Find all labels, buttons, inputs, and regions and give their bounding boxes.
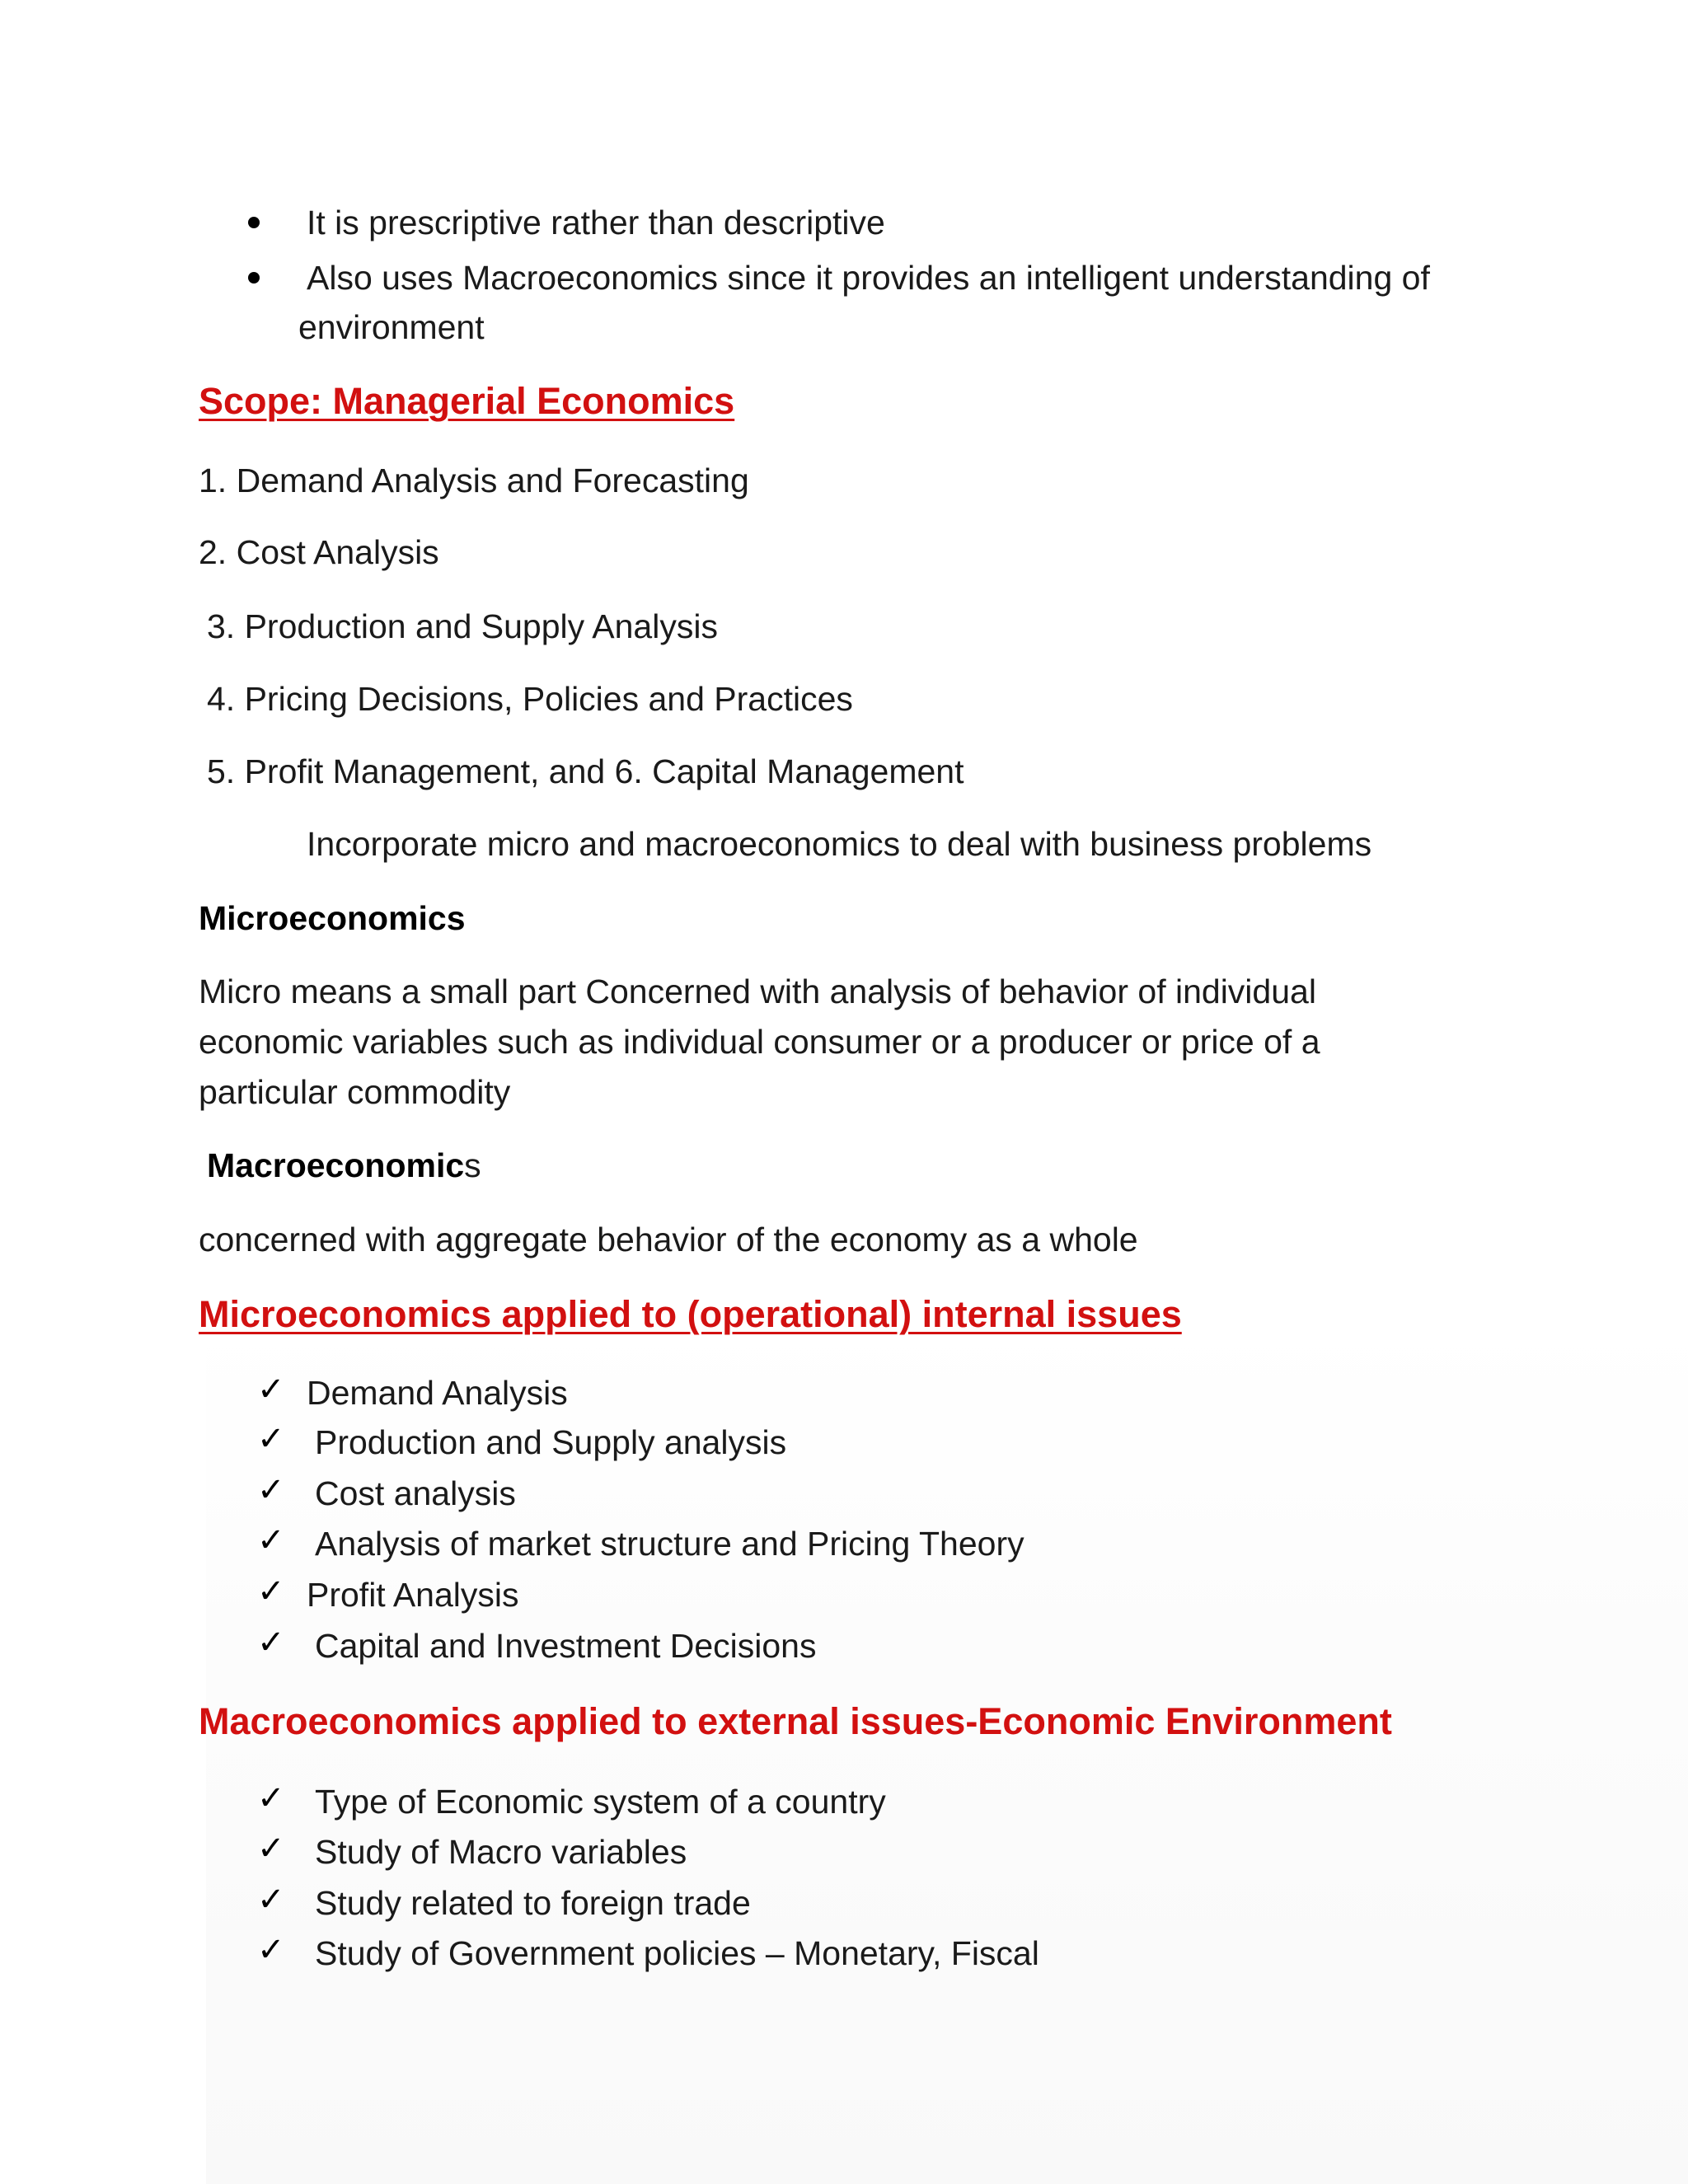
intro-bullet-1: It is prescriptive rather than descriptive <box>307 204 885 241</box>
check-mark-icon: ✓ <box>257 1830 285 1868</box>
macro-applied-item-4: Study of Government policies – Monetary, Fiscal <box>315 1934 1039 1972</box>
scope-item-3: 3. Production and Supply Analysis <box>207 607 718 645</box>
macro-body: concerned with aggregate behavior of the economy as a whole <box>199 1221 1138 1258</box>
scope-item-5: 5. Profit Management, and 6. Capital Management <box>207 752 964 790</box>
micro-body-line-3: particular commodity <box>199 1073 511 1111</box>
bullet-dot-icon <box>248 217 260 228</box>
micro-applied-item-4: Analysis of market structure and Pricing Theory <box>315 1525 1025 1563</box>
intro-bullet-2-continued: environment <box>298 308 485 346</box>
scope-heading: Scope: Managerial Economics <box>199 380 735 422</box>
check-mark-icon: ✓ <box>257 1881 285 1919</box>
intro-bullet-2: Also uses Macroeconomics since it provides an intelligent understanding of <box>307 259 1430 297</box>
check-mark-icon: ✓ <box>257 1572 285 1610</box>
micro-body-line-1: Micro means a small part Concerned with analysis of behavior of individual <box>199 972 1316 1010</box>
micro-body-line-2: economic variables such as individual consumer or a producer or price of a <box>199 1023 1320 1061</box>
macro-applied-heading: Macroeconomics applied to external issues-Economic Environment <box>199 1700 1392 1742</box>
macro-applied-item-3: Study related to foreign trade <box>315 1884 751 1922</box>
check-mark-icon: ✓ <box>257 1371 285 1408</box>
bullet-dot-icon <box>248 272 260 284</box>
macro-heading-bold: Macroeconomic <box>207 1146 465 1184</box>
macro-heading <box>207 1141 481 1190</box>
macro-heading-tail: s <box>464 1146 481 1184</box>
micro-applied-item-2: Production and Supply analysis <box>315 1423 787 1461</box>
check-mark-icon: ✓ <box>257 1420 285 1458</box>
micro-applied-item-5: Profit Analysis <box>307 1576 519 1614</box>
check-mark-icon: ✓ <box>257 1931 285 1969</box>
micro-applied-heading: Microeconomics applied to (operational) internal issues <box>199 1293 1182 1335</box>
scope-item-1: 1. Demand Analysis and Forecasting <box>199 462 749 499</box>
scope-note: Incorporate micro and macroeconomics to deal with business problems <box>307 825 1372 863</box>
scope-item-2: 2. Cost Analysis <box>199 533 439 571</box>
check-mark-icon: ✓ <box>257 1471 285 1509</box>
macro-applied-item-1: Type of Economic system of a country <box>315 1783 886 1821</box>
micro-applied-item-6: Capital and Investment Decisions <box>315 1627 817 1665</box>
check-mark-icon: ✓ <box>257 1624 285 1661</box>
scope-item-4: 4. Pricing Decisions, Policies and Practices <box>207 680 853 718</box>
micro-applied-item-1: Demand Analysis <box>307 1374 568 1412</box>
macro-applied-item-2: Study of Macro variables <box>315 1833 687 1871</box>
check-mark-icon: ✓ <box>257 1521 285 1559</box>
check-mark-icon: ✓ <box>257 1779 285 1817</box>
micro-heading: Microeconomics <box>199 899 466 937</box>
micro-applied-item-3: Cost analysis <box>315 1474 516 1512</box>
